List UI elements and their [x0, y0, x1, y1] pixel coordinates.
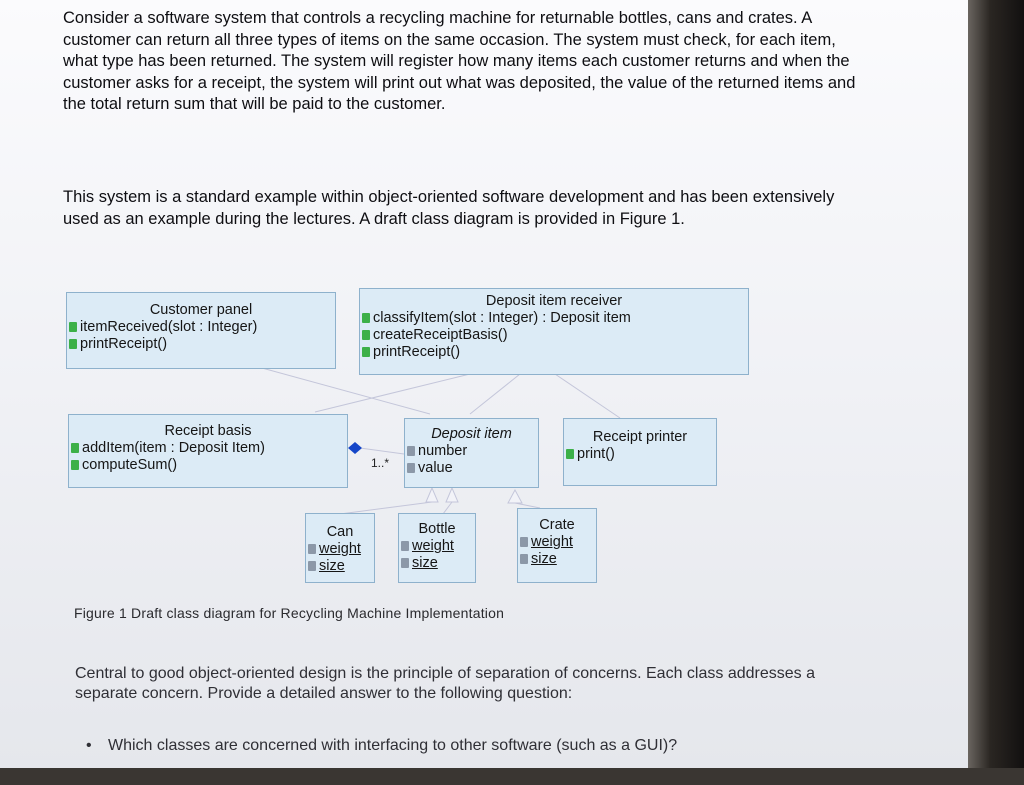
- operation: createReceiptBasis(): [360, 327, 748, 344]
- operation: itemReceived(slot : Integer): [67, 319, 335, 336]
- operation: computeSum(): [69, 457, 347, 474]
- connector-receiver-deposit-item: [470, 374, 520, 414]
- intro-paragraph: Consider a software system that controls a recycling machine for returnable bottles, cans and crates. A customer can return all three types of items on the same occasion. The system must check, for each item, what type has been returned. The system will register how many items each customer returns and when the customer asks for a receipt, the system will print out what was deposited, the value of the returned items and the total return sum that will be paid to the customer.: [63, 9, 856, 113]
- operation: print(): [564, 446, 716, 463]
- class-name: Receipt printer: [592, 429, 688, 445]
- attribute-icon: [401, 558, 409, 568]
- operation-icon: [69, 322, 77, 332]
- page-edge-shadow: [968, 0, 1024, 785]
- class-name: Customer panel: [149, 302, 253, 318]
- connector-receipt-basis-deposit-item: [360, 448, 404, 454]
- attribute: size: [306, 558, 374, 575]
- question-item: [86, 737, 677, 755]
- generalization-arrow-mid: [446, 488, 458, 502]
- operation-icon: [71, 460, 79, 470]
- class-customer-panel: [66, 292, 336, 369]
- class-name: Crate: [539, 517, 575, 533]
- operation-icon: [69, 339, 77, 349]
- bottom-edge: [0, 768, 1024, 785]
- attribute: weight: [306, 541, 374, 558]
- attribute-icon: [407, 446, 415, 456]
- class-name: Deposit item: [431, 426, 512, 442]
- generalization-arrow-left: [426, 488, 438, 502]
- aggregation-diamond: [348, 442, 362, 454]
- attribute-icon: [407, 463, 415, 473]
- context-paragraph: This system is a standard example within object-oriented software development and has been extensively used as an example during the lectures. A draft class diagram is provided in Figure 1.: [63, 188, 835, 228]
- generalization-arrow-right: [508, 490, 522, 503]
- class-name: Deposit item receiver: [485, 293, 623, 309]
- class-crate: [517, 508, 597, 583]
- attribute: size: [518, 551, 596, 568]
- operation-icon: [566, 449, 574, 459]
- operation-icon: [71, 443, 79, 453]
- attribute: value: [405, 460, 538, 477]
- operation: classifyItem(slot : Integer) : Deposit item: [360, 310, 748, 327]
- operation: printReceipt(): [360, 344, 748, 361]
- class-deposit-item: [404, 418, 539, 488]
- attribute-icon: [520, 554, 528, 564]
- connector-receiver-receipt-printer: [555, 374, 620, 418]
- attribute: size: [399, 555, 475, 572]
- operation-icon: [362, 347, 370, 357]
- class-can: [305, 513, 375, 583]
- attribute-icon: [308, 561, 316, 571]
- operation: printReceipt(): [67, 336, 335, 353]
- class-deposit-item-receiver: [359, 288, 749, 375]
- question-text: Which classes are concerned with interfacing to other software (such as a GUI)?: [108, 737, 678, 754]
- attribute: weight: [399, 538, 475, 555]
- operation: addItem(item : Deposit Item): [69, 440, 347, 457]
- attribute-icon: [520, 537, 528, 547]
- bullet: •: [86, 737, 92, 754]
- class-name: Receipt basis: [164, 423, 252, 439]
- connector-receiver-receipt-basis: [315, 374, 470, 412]
- attribute-icon: [401, 541, 409, 551]
- class-bottle: [398, 513, 476, 583]
- attribute: weight: [518, 534, 596, 551]
- attribute: number: [405, 443, 538, 460]
- attribute-icon: [308, 544, 316, 554]
- multiplicity-label: 1..*: [371, 456, 390, 470]
- class-receipt-printer: [563, 418, 717, 486]
- figure-caption: Figure 1 Draft class diagram for Recycling Machine Implementation: [74, 605, 505, 621]
- question-intro: Central to good object-oriented design is the principle of separation of concerns. Each class addresses a separate concern. Provide a detailed answer to the following question:: [75, 665, 815, 702]
- class-receipt-basis: [68, 414, 348, 488]
- class-name: Bottle: [418, 521, 456, 537]
- operation-icon: [362, 330, 370, 340]
- operation-icon: [362, 313, 370, 323]
- class-name: Can: [326, 524, 354, 540]
